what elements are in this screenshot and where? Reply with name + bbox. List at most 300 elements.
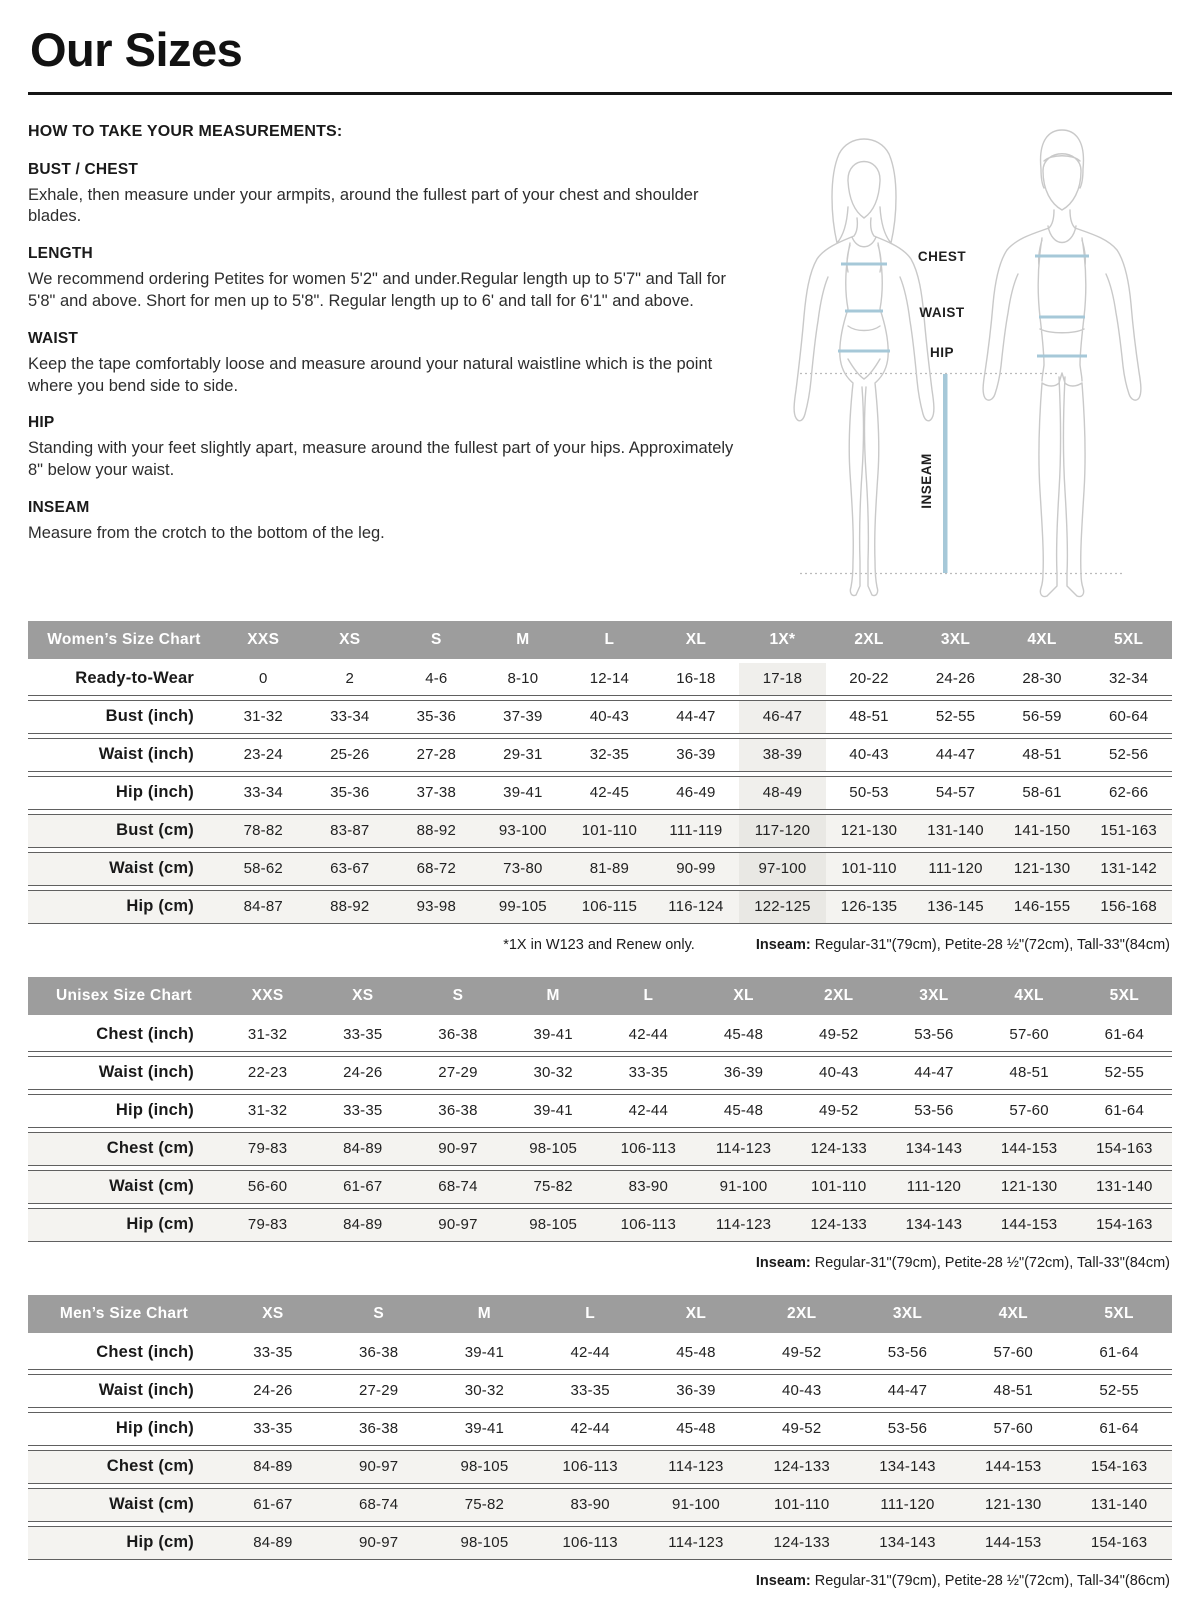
size-cell: 106-113	[601, 1132, 696, 1166]
size-cell: 35-36	[393, 700, 480, 734]
size-cell: 53-56	[855, 1412, 961, 1446]
size-cell: 44-47	[886, 1056, 981, 1090]
size-column-header-l: L	[537, 1295, 643, 1333]
size-cell: 0	[220, 663, 307, 696]
section-bust-chest	[28, 161, 744, 229]
size-cell: 79-83	[220, 1132, 315, 1166]
size-row	[28, 852, 1172, 886]
size-cell: 27-28	[393, 738, 480, 772]
size-cell: 38-39	[739, 738, 826, 772]
size-cell: 83-90	[537, 1488, 643, 1522]
size-row	[28, 1488, 1172, 1522]
instructions-heading: HOW TO TAKE YOUR MEASUREMENTS:	[28, 122, 343, 140]
size-cell: 131-140	[1077, 1170, 1172, 1204]
size-cell: 33-35	[537, 1374, 643, 1408]
size-column-header-m: M	[506, 977, 601, 1015]
size-column-header-3xl: 3XL	[855, 1295, 961, 1333]
size-cell: 154-163	[1066, 1526, 1172, 1560]
section-body: Measure from the crotch to the bottom of the leg.	[28, 523, 385, 542]
size-row	[28, 1337, 1172, 1370]
size-cell: 93-98	[393, 890, 480, 924]
size-cell: 33-35	[601, 1056, 696, 1090]
size-cell: 50-53	[826, 776, 913, 810]
size-cell: 31-32	[220, 700, 307, 734]
section-length	[28, 245, 744, 313]
size-column-header-5xl: 5XL	[1066, 1295, 1172, 1333]
womens-table-title: Women’s Size Chart	[28, 621, 220, 659]
size-cell: 114-123	[643, 1526, 749, 1560]
size-cell: 35-36	[307, 776, 394, 810]
size-cell: 31-32	[220, 1019, 315, 1052]
section-waist	[28, 330, 744, 398]
size-row	[28, 776, 1172, 810]
size-cell: 93-100	[480, 814, 567, 848]
size-cell: 57-60	[960, 1412, 1066, 1446]
size-cell: 30-32	[506, 1056, 601, 1090]
size-cell: 46-47	[739, 700, 826, 734]
size-cell: 48-51	[982, 1056, 1077, 1090]
inseam-footnote-label: Inseam:	[755, 936, 811, 953]
size-row	[28, 1208, 1172, 1242]
size-column-header-2xl: 2XL	[791, 977, 886, 1015]
hip-label: HIP	[929, 344, 955, 360]
size-row	[28, 1526, 1172, 1560]
row-label: Chest (cm)	[28, 1132, 220, 1166]
size-column-header-xs: XS	[315, 977, 410, 1015]
size-cell: 151-163	[1085, 814, 1172, 848]
size-cell: 45-48	[643, 1337, 749, 1370]
size-cell: 53-56	[886, 1094, 981, 1128]
size-cell: 53-56	[886, 1019, 981, 1052]
size-cell: 61-64	[1066, 1337, 1172, 1370]
size-row	[28, 890, 1172, 924]
size-row	[28, 1056, 1172, 1090]
size-cell: 28-30	[999, 663, 1086, 696]
size-cell: 97-100	[739, 852, 826, 886]
size-cell: 122-125	[739, 890, 826, 924]
size-cell: 29-31	[480, 738, 567, 772]
measurement-instructions	[28, 121, 752, 603]
size-cell: 33-34	[220, 776, 307, 810]
size-cell: 90-97	[410, 1208, 505, 1242]
size-cell: 144-153	[982, 1132, 1077, 1166]
size-cell: 83-90	[601, 1170, 696, 1204]
size-cell: 114-123	[696, 1208, 791, 1242]
section-body: We recommend ordering Petites for women 5'2" and under.Regular length up to 5'7" and Tall for 5'8" and above. Short for men up to 5'8". Regular length up to 6' and tall for 6'1" and above.	[28, 270, 726, 310]
size-column-header-1x: 1X*	[739, 621, 826, 659]
row-label: Chest (cm)	[28, 1450, 220, 1484]
chest-label: CHEST	[917, 248, 967, 264]
size-cell: 124-133	[791, 1208, 886, 1242]
size-cell: 30-32	[432, 1374, 538, 1408]
size-cell: 126-135	[826, 890, 913, 924]
womens-size-chart-table	[28, 617, 1172, 928]
size-cell: 33-34	[307, 700, 394, 734]
size-cell: 36-38	[326, 1337, 432, 1370]
size-column-header-s: S	[326, 1295, 432, 1333]
row-label: Bust (cm)	[28, 814, 220, 848]
inseam-measure-bar	[943, 374, 948, 573]
size-column-header-s: S	[393, 621, 480, 659]
size-cell: 44-47	[855, 1374, 961, 1408]
size-cell: 136-145	[912, 890, 999, 924]
size-cell: 45-48	[643, 1412, 749, 1446]
size-cell: 99-105	[480, 890, 567, 924]
size-cell: 52-56	[1085, 738, 1172, 772]
size-cell: 101-110	[566, 814, 653, 848]
mens-size-chart-table	[28, 1291, 1172, 1564]
inseam-footnote-text: Regular-31"(79cm), Petite-28 ½"(72cm), Tall-34"(86cm)	[810, 1572, 1170, 1589]
size-cell: 57-60	[982, 1019, 1077, 1052]
size-column-header-l: L	[601, 977, 696, 1015]
section-body: Standing with your feet slightly apart, measure around the fullest part of your hips. Approximately 8" below your waist.	[28, 439, 734, 480]
size-cell: 4-6	[393, 663, 480, 696]
size-column-header-s: S	[410, 977, 505, 1015]
size-cell: 56-59	[999, 700, 1086, 734]
row-label: Hip (cm)	[28, 1208, 220, 1242]
size-cell: 98-105	[432, 1450, 538, 1484]
size-cell: 39-41	[432, 1412, 538, 1446]
unisex-inseam-footnote	[756, 1255, 1170, 1271]
section-hip	[28, 414, 744, 482]
size-cell: 49-52	[791, 1019, 886, 1052]
size-cell: 58-62	[220, 852, 307, 886]
size-cell: 134-143	[855, 1450, 961, 1484]
size-cell: 98-105	[506, 1132, 601, 1166]
size-column-header-2xl: 2XL	[826, 621, 913, 659]
1x-availability-footnote: *1X in W123 and Renew only.	[503, 936, 695, 953]
size-cell: 101-110	[749, 1488, 855, 1522]
size-cell: 39-41	[480, 776, 567, 810]
mens-inseam-footnote	[756, 1573, 1170, 1589]
size-cell: 90-97	[326, 1526, 432, 1560]
size-cell: 42-44	[537, 1337, 643, 1370]
size-row	[28, 663, 1172, 696]
size-cell: 117-120	[739, 814, 826, 848]
size-cell: 44-47	[912, 738, 999, 772]
size-cell: 40-43	[791, 1056, 886, 1090]
size-cell: 42-45	[566, 776, 653, 810]
size-cell: 154-163	[1066, 1450, 1172, 1484]
size-cell: 154-163	[1077, 1208, 1172, 1242]
size-cell: 75-82	[432, 1488, 538, 1522]
size-cell: 73-80	[480, 852, 567, 886]
womens-size-chart-section	[28, 617, 1172, 955]
size-cell: 61-64	[1077, 1019, 1172, 1052]
size-chart-header-row	[28, 621, 1172, 659]
size-cell: 121-130	[999, 852, 1086, 886]
size-cell: 32-34	[1085, 663, 1172, 696]
section-inseam	[28, 499, 744, 545]
size-cell: 111-120	[855, 1488, 961, 1522]
size-row	[28, 1170, 1172, 1204]
size-cell: 131-140	[1066, 1488, 1172, 1522]
size-row	[28, 1412, 1172, 1446]
size-column-header-4xl: 4XL	[960, 1295, 1066, 1333]
size-cell: 40-43	[566, 700, 653, 734]
size-cell: 90-97	[410, 1132, 505, 1166]
page-title: Our Sizes	[30, 23, 243, 76]
size-row	[28, 738, 1172, 772]
size-cell: 106-113	[537, 1450, 643, 1484]
size-column-header-xs: XS	[307, 621, 394, 659]
size-row	[28, 814, 1172, 848]
size-cell: 124-133	[749, 1526, 855, 1560]
size-cell: 27-29	[410, 1056, 505, 1090]
size-column-header-m: M	[432, 1295, 538, 1333]
mens-size-chart-section	[28, 1291, 1172, 1591]
size-column-header-4xl: 4XL	[982, 977, 1077, 1015]
size-cell: 106-115	[566, 890, 653, 924]
size-cell: 90-97	[326, 1450, 432, 1484]
section-title: INSEAM	[28, 498, 90, 516]
size-cell: 44-47	[653, 700, 740, 734]
size-cell: 60-64	[1085, 700, 1172, 734]
size-cell: 45-48	[696, 1019, 791, 1052]
size-cell: 61-64	[1077, 1094, 1172, 1128]
size-cell: 58-61	[999, 776, 1086, 810]
row-label: Hip (cm)	[28, 1526, 220, 1560]
size-cell: 42-44	[601, 1094, 696, 1128]
size-cell: 144-153	[960, 1526, 1066, 1560]
size-cell: 61-67	[315, 1170, 410, 1204]
row-label: Hip (cm)	[28, 890, 220, 924]
size-cell: 144-153	[982, 1208, 1077, 1242]
size-cell: 81-89	[566, 852, 653, 886]
row-label: Ready-to-Wear	[28, 663, 220, 696]
size-cell: 33-35	[220, 1412, 326, 1446]
inseam-label: INSEAM	[919, 452, 934, 509]
size-column-header-5xl: 5XL	[1085, 621, 1172, 659]
size-cell: 40-43	[826, 738, 913, 772]
size-cell: 40-43	[749, 1374, 855, 1408]
size-cell: 106-113	[537, 1526, 643, 1560]
size-cell: 57-60	[982, 1094, 1077, 1128]
size-cell: 91-100	[696, 1170, 791, 1204]
size-cell: 134-143	[855, 1526, 961, 1560]
waist-label: WAIST	[919, 304, 965, 320]
size-cell: 98-105	[432, 1526, 538, 1560]
size-column-header-3xl: 3XL	[886, 977, 981, 1015]
size-cell: 16-18	[653, 663, 740, 696]
size-row	[28, 700, 1172, 734]
row-label: Waist (cm)	[28, 1488, 220, 1522]
row-label: Hip (inch)	[28, 1412, 220, 1446]
size-column-header-xxs: XXS	[220, 977, 315, 1015]
mens-table-footnotes	[28, 1571, 1170, 1591]
size-cell: 88-92	[393, 814, 480, 848]
inseam-footnote-label: Inseam:	[755, 1254, 811, 1271]
size-cell: 20-22	[826, 663, 913, 696]
size-cell: 39-41	[506, 1094, 601, 1128]
size-row	[28, 1450, 1172, 1484]
size-cell: 111-120	[912, 852, 999, 886]
section-title: BUST / CHEST	[28, 160, 139, 178]
size-cell: 84-87	[220, 890, 307, 924]
size-cell: 36-38	[410, 1019, 505, 1052]
size-cell: 134-143	[886, 1208, 981, 1242]
row-label: Chest (inch)	[28, 1019, 220, 1052]
row-label: Waist (inch)	[28, 1056, 220, 1090]
size-cell: 68-74	[326, 1488, 432, 1522]
size-column-header-xl: XL	[696, 977, 791, 1015]
size-cell: 101-110	[791, 1170, 886, 1204]
womens-inseam-footnote	[756, 937, 1170, 953]
size-cell: 124-133	[749, 1450, 855, 1484]
section-title: HIP	[28, 414, 55, 432]
size-chart-header-row	[28, 977, 1172, 1015]
size-cell: 2	[307, 663, 394, 696]
unisex-table-footnotes	[28, 1253, 1170, 1273]
size-cell: 63-67	[307, 852, 394, 886]
size-cell: 154-163	[1077, 1132, 1172, 1166]
row-label: Waist (inch)	[28, 1374, 220, 1408]
size-cell: 116-124	[653, 890, 740, 924]
row-label: Waist (cm)	[28, 852, 220, 886]
size-column-header-xl: XL	[653, 621, 740, 659]
size-column-header-xs: XS	[220, 1295, 326, 1333]
row-label: Hip (inch)	[28, 776, 220, 810]
size-cell: 17-18	[739, 663, 826, 696]
size-column-header-xl: XL	[643, 1295, 749, 1333]
size-cell: 124-133	[791, 1132, 886, 1166]
size-column-header-4xl: 4XL	[999, 621, 1086, 659]
section-body: Exhale, then measure under your armpits, around the fullest part of your chest and shoulder blades.	[28, 185, 699, 226]
size-cell: 62-66	[1085, 776, 1172, 810]
title-divider	[28, 92, 1172, 95]
size-cell: 36-38	[410, 1094, 505, 1128]
size-cell: 101-110	[826, 852, 913, 886]
size-cell: 48-51	[999, 738, 1086, 772]
size-cell: 146-155	[999, 890, 1086, 924]
size-column-header-l: L	[566, 621, 653, 659]
womens-table-footnotes	[28, 935, 1170, 955]
size-column-header-m: M	[480, 621, 567, 659]
measurement-diagram-svg	[752, 121, 1172, 601]
size-cell: 68-72	[393, 852, 480, 886]
size-cell: 144-153	[960, 1450, 1066, 1484]
section-body: Keep the tape comfortably loose and measure around your natural waistline which is the point where you bend side to side.	[28, 354, 713, 395]
size-column-header-3xl: 3XL	[912, 621, 999, 659]
size-column-header-5xl: 5XL	[1077, 977, 1172, 1015]
size-cell: 36-39	[643, 1374, 749, 1408]
size-cell: 24-26	[912, 663, 999, 696]
size-cell: 88-92	[307, 890, 394, 924]
size-cell: 12-14	[566, 663, 653, 696]
size-cell: 84-89	[315, 1132, 410, 1166]
size-cell: 24-26	[220, 1374, 326, 1408]
size-cell: 98-105	[506, 1208, 601, 1242]
unisex-size-chart-section	[28, 973, 1172, 1273]
size-cell: 52-55	[1066, 1374, 1172, 1408]
size-cell: 84-89	[315, 1208, 410, 1242]
size-cell: 42-44	[601, 1019, 696, 1052]
size-cell: 33-35	[220, 1337, 326, 1370]
size-cell: 61-64	[1066, 1412, 1172, 1446]
size-cell: 91-100	[643, 1488, 749, 1522]
row-label: Waist (cm)	[28, 1170, 220, 1204]
size-cell: 121-130	[826, 814, 913, 848]
mens-table-title: Men’s Size Chart	[28, 1295, 220, 1333]
size-cell: 33-35	[315, 1094, 410, 1128]
size-cell: 84-89	[220, 1526, 326, 1560]
size-cell: 57-60	[960, 1337, 1066, 1370]
inseam-footnote-text: Regular-31"(79cm), Petite-28 ½"(72cm), Tall-33"(84cm)	[810, 936, 1170, 953]
size-cell: 111-120	[886, 1170, 981, 1204]
size-cell: 61-67	[220, 1488, 326, 1522]
size-cell: 32-35	[566, 738, 653, 772]
size-cell: 25-26	[307, 738, 394, 772]
size-row	[28, 1132, 1172, 1166]
size-cell: 111-119	[653, 814, 740, 848]
size-cell: 24-26	[315, 1056, 410, 1090]
size-cell: 45-48	[696, 1094, 791, 1128]
size-cell: 52-55	[1077, 1056, 1172, 1090]
size-cell: 37-38	[393, 776, 480, 810]
size-cell: 56-60	[220, 1170, 315, 1204]
size-cell: 79-83	[220, 1208, 315, 1242]
size-cell: 31-32	[220, 1094, 315, 1128]
size-cell: 84-89	[220, 1450, 326, 1484]
size-cell: 156-168	[1085, 890, 1172, 924]
size-cell: 39-41	[506, 1019, 601, 1052]
size-cell: 78-82	[220, 814, 307, 848]
size-cell: 131-140	[912, 814, 999, 848]
size-cell: 54-57	[912, 776, 999, 810]
inseam-footnote-label: Inseam:	[755, 1572, 811, 1589]
size-cell: 49-52	[749, 1337, 855, 1370]
size-row	[28, 1094, 1172, 1128]
size-cell: 23-24	[220, 738, 307, 772]
size-cell: 39-41	[432, 1337, 538, 1370]
size-cell: 49-52	[749, 1412, 855, 1446]
size-cell: 83-87	[307, 814, 394, 848]
size-cell: 134-143	[886, 1132, 981, 1166]
size-cell: 121-130	[960, 1488, 1066, 1522]
size-cell: 48-51	[826, 700, 913, 734]
size-row	[28, 1374, 1172, 1408]
size-cell: 90-99	[653, 852, 740, 886]
size-cell: 53-56	[855, 1337, 961, 1370]
size-cell: 46-49	[653, 776, 740, 810]
size-cell: 131-142	[1085, 852, 1172, 886]
size-cell: 36-39	[653, 738, 740, 772]
row-label: Bust (inch)	[28, 700, 220, 734]
size-cell: 48-51	[960, 1374, 1066, 1408]
size-column-header-xxs: XXS	[220, 621, 307, 659]
size-cell: 22-23	[220, 1056, 315, 1090]
male-figure	[983, 130, 1141, 597]
row-label: Hip (inch)	[28, 1094, 220, 1128]
size-cell: 106-113	[601, 1208, 696, 1242]
size-cell: 8-10	[480, 663, 567, 696]
size-cell: 114-123	[643, 1450, 749, 1484]
size-cell: 37-39	[480, 700, 567, 734]
unisex-size-chart-table	[28, 973, 1172, 1246]
size-cell: 27-29	[326, 1374, 432, 1408]
section-title: WAIST	[28, 329, 79, 347]
measurement-guide-row	[28, 121, 1172, 603]
unisex-table-title: Unisex Size Chart	[28, 977, 220, 1015]
row-label: Waist (inch)	[28, 738, 220, 772]
inseam-footnote-text: Regular-31"(79cm), Petite-28 ½"(72cm), Tall-33"(84cm)	[810, 1254, 1170, 1271]
size-cell: 52-55	[912, 700, 999, 734]
female-figure	[794, 139, 934, 596]
size-row	[28, 1019, 1172, 1052]
section-title: LENGTH	[28, 245, 93, 263]
size-cell: 42-44	[537, 1412, 643, 1446]
size-cell: 48-49	[739, 776, 826, 810]
